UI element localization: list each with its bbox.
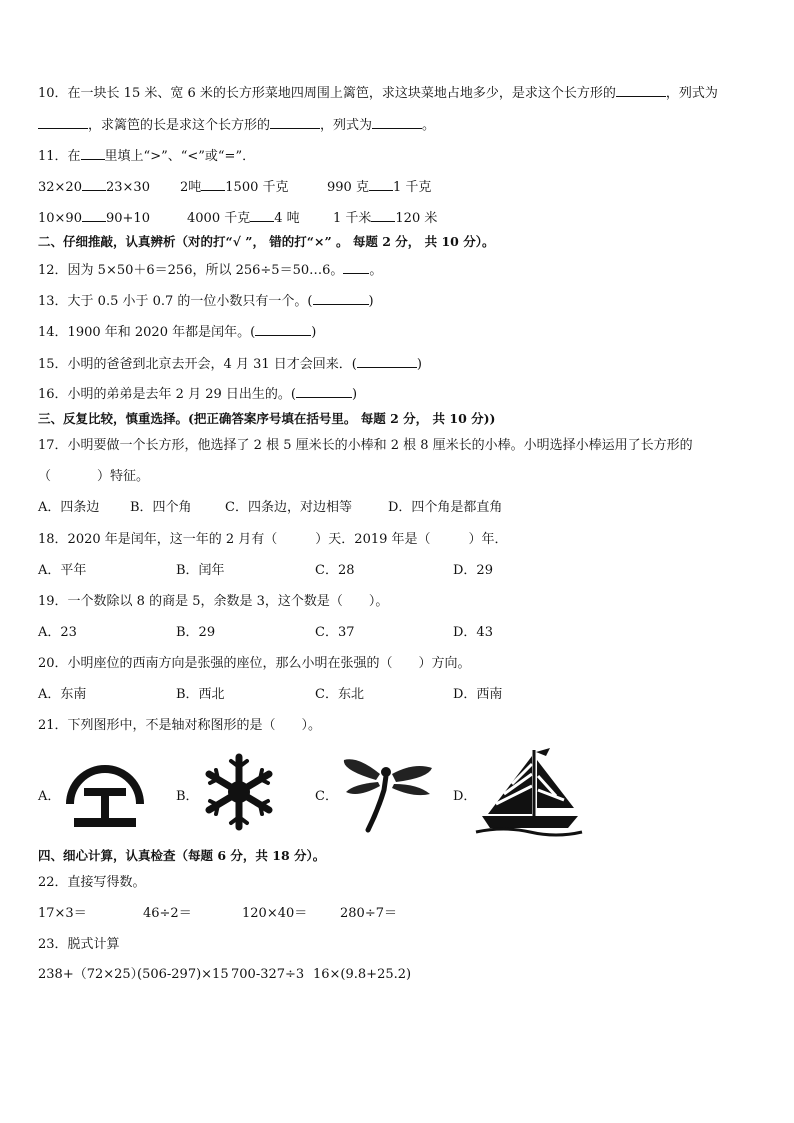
compare-left: 4000 千克 [187, 211, 251, 226]
compare-blank[interactable] [82, 208, 106, 222]
calc-item[interactable]: 280÷7＝ [340, 906, 397, 921]
compare-blank[interactable] [82, 177, 106, 191]
option-b[interactable]: B．西北 [176, 687, 225, 702]
option-c[interactable]: C．四条边，对边相等 [225, 500, 352, 515]
question-10-line2 [38, 115, 435, 135]
calc-item[interactable]: 700-327÷3 [231, 967, 305, 982]
question-11-text: 里填上“>”、“<”或“=”． [104, 149, 256, 164]
paren-open: （ [38, 469, 52, 484]
question-19-text: ）。 [368, 594, 389, 609]
question-17-line1: 17．小明要做一个长方形，他选择了 2 根 5 厘米长的小棒和 2 根 8 厘米长的小棒。小明选择小棒运用了长方形的 [38, 438, 693, 453]
question-11-text: 11．在 [38, 149, 81, 164]
compare-left: 1 千米 [333, 211, 372, 226]
question-10-line1 [38, 83, 718, 103]
compare-right: 1500 千克 [225, 180, 289, 195]
question-15 [38, 354, 422, 374]
answer-blank[interactable] [357, 354, 417, 368]
answer-blank[interactable] [313, 291, 369, 305]
compare-right: 1 千克 [392, 180, 432, 195]
question-20-text: ）方向。 [418, 656, 471, 671]
calc-item[interactable]: 120×40＝ [242, 906, 308, 921]
snowflake-figure[interactable] [200, 753, 278, 831]
option-a[interactable]: A．东南 [38, 687, 87, 702]
question-18-text: ）年． [468, 532, 508, 547]
option-a[interactable]: A．四条边 [38, 500, 100, 515]
answer-blank [81, 146, 105, 160]
option-b[interactable]: B．四个角 [130, 500, 192, 515]
subway-logo-figure[interactable] [62, 752, 148, 832]
paren-close: ) [351, 387, 358, 402]
question-16 [38, 384, 357, 404]
dragonfly-figure[interactable] [340, 754, 436, 834]
option-c[interactable]: C．37 [315, 625, 355, 640]
question-12-text: 。 [369, 263, 383, 278]
question-22-title: 22．直接写得数。 [38, 875, 146, 890]
answer-blank[interactable] [343, 260, 369, 274]
question-13 [38, 291, 374, 311]
compare-left: 32×20 [38, 180, 82, 195]
compare-right: 90+10 [105, 211, 150, 226]
option-b[interactable]: B．闰年 [176, 563, 225, 578]
option-a-label[interactable]: A． [38, 789, 61, 804]
paren-close: ) [311, 325, 317, 340]
calc-item[interactable]: (506-297)×15 [137, 967, 229, 982]
question-15-text: 15．小明的爸爸到北京去开会，4 月 31 日才会回来．( [38, 357, 357, 372]
option-d[interactable]: D．西南 [453, 687, 503, 702]
calc-item[interactable]: 238+（72×25） [38, 967, 144, 982]
answer-blank[interactable] [372, 115, 422, 129]
question-17-line2 [38, 468, 149, 486]
question-19-text: 19．一个数除以 8 的商是 5，余数是 3，这个数是（ [38, 594, 343, 609]
option-b[interactable]: B．29 [176, 625, 216, 640]
answer-blank[interactable] [38, 115, 88, 129]
question-21-text: ）。 [301, 718, 322, 733]
question-18-text: 18．2020 年是闰年，这一年的 2 月有（ [38, 532, 278, 547]
answer-blank[interactable] [255, 322, 311, 336]
option-b-label[interactable]: B． [176, 789, 199, 804]
option-a[interactable]: A．23 [38, 625, 77, 640]
section-3-heading: 三、反复比较，慎重选择。(把正确答案序号填在括号里。 每题 2 分， 共 10 分)) [38, 411, 496, 426]
question-10-text: ，列式为 [665, 86, 718, 101]
calc-item[interactable]: 17×3＝ [38, 906, 87, 921]
option-c[interactable]: C．28 [315, 563, 355, 578]
compare-blank[interactable] [371, 208, 395, 222]
question-10-text: ，求篱笆的长是求这个长方形的 [88, 118, 271, 133]
option-c-label[interactable]: C． [315, 789, 338, 804]
compare-blank[interactable] [369, 177, 393, 191]
question-16-text: 16．小明的弟弟是去年 2 月 29 日出生的。( [38, 387, 296, 402]
compare-left: 2吨 [180, 180, 202, 195]
compare-right: 4 吨 [274, 211, 300, 226]
calc-item[interactable]: 46÷2＝ [143, 906, 192, 921]
option-a[interactable]: A．平年 [38, 563, 87, 578]
question-11-row2 [38, 208, 437, 228]
question-10-text: ，列式为 [320, 118, 373, 133]
question-18 [38, 531, 508, 549]
question-18-text: ）天．2019 年是（ [315, 532, 431, 547]
question-21-text: 21．下列图形中，不是轴对称图形的是（ [38, 718, 276, 733]
question-20-text: 20．小明座位的西南方向是张强的座位，那么小明在张强的（ [38, 656, 393, 671]
calc-item[interactable]: 16×(9.8+25.2) [313, 967, 412, 982]
question-14 [38, 322, 316, 342]
answer-blank[interactable] [296, 384, 352, 398]
compare-blank[interactable] [201, 177, 225, 191]
question-14-text: 14．1900 年和 2020 年都是闰年。( [38, 325, 256, 340]
paren-close: ) [368, 294, 374, 309]
section-4-heading: 四、细心计算，认真检查（每题 6 分，共 18 分）。 [38, 848, 326, 863]
question-11-row1 [38, 177, 431, 197]
question-19 [38, 593, 388, 611]
sailboat-figure[interactable] [474, 746, 584, 838]
compare-blank[interactable] [250, 208, 274, 222]
question-23-title: 23．脱式计算 [38, 937, 120, 952]
option-d[interactable]: D．43 [453, 625, 493, 640]
question-10-text: 。 [422, 118, 436, 133]
option-c[interactable]: C．东北 [315, 687, 364, 702]
question-11-stem [38, 146, 255, 166]
question-12 [38, 260, 382, 280]
compare-left: 10×90 [38, 211, 82, 226]
answer-blank[interactable] [616, 83, 666, 97]
option-d-label[interactable]: D． [453, 789, 477, 804]
compare-left: 990 克 [327, 180, 369, 195]
question-17-text: ）特征。 [97, 469, 150, 484]
section-2-heading: 二、仔细推敲，认真辨析（对的打“√ ”， 错的打“×” 。 每题 2 分， 共 10 分）。 [38, 234, 495, 249]
option-d[interactable]: D．四个角是都直角 [388, 500, 503, 515]
question-21 [38, 717, 321, 735]
compare-right: 23×30 [105, 180, 150, 195]
question-10-text: 10．在一块长 15 米、宽 6 米的长方形菜地四周围上篱笆，求这块菜地占地多少，是求这个长方形的 [38, 86, 616, 101]
question-20 [38, 655, 471, 673]
answer-blank[interactable] [270, 115, 320, 129]
compare-right: 120 米 [395, 211, 438, 226]
question-12-text: 12．因为 5×50＋6＝256，所以 256÷5＝50…6。 [38, 263, 344, 278]
question-13-text: 13．大于 0.5 小于 0.7 的一位小数只有一个。( [38, 294, 313, 309]
paren-close: ) [416, 357, 422, 372]
option-d[interactable]: D．29 [453, 563, 493, 578]
